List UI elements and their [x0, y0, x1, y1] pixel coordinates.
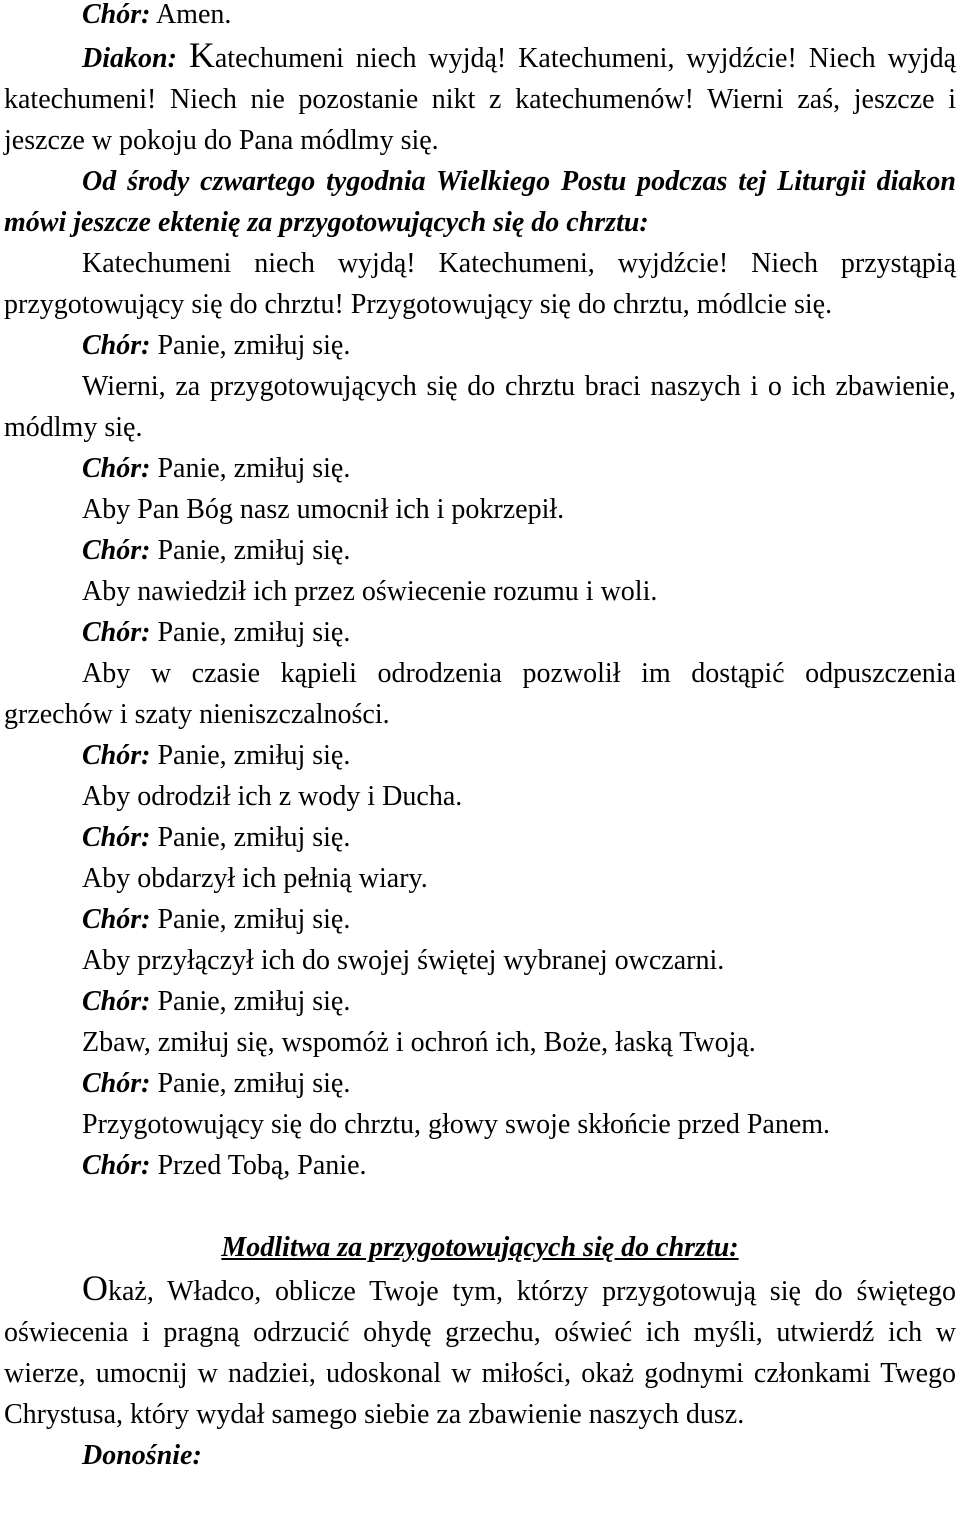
- petition: Zbaw, zmiłuj się, wspomóż i ochroń ich, Boże, łaską Twoją.: [82, 1027, 756, 1058]
- choir-response: [4, 817, 956, 858]
- drop-letter-o: O: [82, 1268, 108, 1308]
- response-text: Panie, zmiłuj się.: [157, 330, 351, 361]
- amen-text: Amen.: [155, 0, 232, 30]
- petition: Aby odrodził ich z wody i Ducha.: [82, 781, 463, 812]
- petition: Aby przyłączył ich do swojej świętej wybranej owczarni.: [82, 945, 725, 976]
- prayer-body: każ, Władco, oblicze Twoje tym, którzy przygotowują się do świętego oświecenia i pragną odrzucić ohydę grzechu, oświeć ich myśli, utwierdź ich w wierze, umocnij w nadziei, udoskonal w miłości, okaż godnymi członkami Twego Chrystusa, który wydał samego siebie za zbawienie naszych dusz.: [4, 1276, 956, 1430]
- response-text: Panie, zmiłuj się.: [157, 453, 351, 484]
- role-chor: Chór:: [82, 740, 151, 771]
- deacon-dismissal-text: atechumeni niech wyjdą! Katechumeni, wyjdźcie! Niech wyjdą katechumeni! Niech nie pozostanie nikt z katechumenów! Wierni zaś, jeszcze i jeszcze w pokoju do Pana módlmy się.: [4, 43, 957, 156]
- choir-amen: [4, 0, 956, 35]
- choir-response: [4, 612, 956, 653]
- petition: Przygotowujący się do chrztu, głowy swoje skłońcie przed Panem.: [82, 1109, 831, 1140]
- petition: Aby nawiedził ich przez oświecenie rozumu i woli.: [82, 576, 658, 607]
- choir-response: [4, 530, 956, 571]
- deacon-dismissal: [4, 35, 956, 161]
- response-text: Panie, zmiłuj się.: [157, 1068, 351, 1099]
- role-chor: Chór:: [82, 535, 151, 566]
- response-text: Panie, zmiłuj się.: [157, 986, 351, 1017]
- document-page: [4, 0, 956, 1476]
- prayer-text: [4, 1268, 956, 1435]
- role-chor: Chór:: [82, 1150, 151, 1181]
- role-chor: Chór:: [82, 0, 151, 30]
- rubric-note: Od środy czwartego tygodnia Wielkiego Postu podczas tej Liturgii diakon mówi jeszcze ektenię za przygotowujących się do chrztu:: [4, 166, 956, 238]
- response-text: Panie, zmiłuj się.: [157, 822, 351, 853]
- role-chor: Chór:: [82, 617, 151, 648]
- role-chor: Chór:: [82, 1068, 151, 1099]
- role-chor: Chór:: [82, 453, 151, 484]
- final-response-text: Przed Tobą, Panie.: [157, 1150, 367, 1181]
- choir-response: [4, 899, 956, 940]
- drop-letter-k: K: [188, 35, 215, 75]
- petition: Aby Pan Bóg nasz umocnił ich i pokrzepił.: [82, 494, 565, 525]
- petition: Aby w czasie kąpieli odrodzenia pozwolił im dostąpić odpuszczenia grzechów i szaty nieniszczalności.: [4, 658, 956, 730]
- prayer-heading: Modlitwa za przygotowujących się do chrztu:: [221, 1232, 739, 1263]
- choir-response: [4, 735, 956, 776]
- role-chor: Chór:: [82, 986, 151, 1017]
- role-chor: Chór:: [82, 904, 151, 935]
- section-spacer: [4, 1186, 956, 1227]
- choir-response: [4, 448, 956, 489]
- petition: Aby obdarzył ich pełnią wiary.: [82, 863, 428, 894]
- response-text: Panie, zmiłuj się.: [157, 535, 351, 566]
- choir-final-response: [4, 1145, 956, 1186]
- choir-response: [4, 1063, 956, 1104]
- role-chor: Chór:: [82, 822, 151, 853]
- role-diakon: Diakon:: [82, 43, 177, 74]
- role-chor: Chór:: [82, 330, 151, 361]
- choir-response: [4, 981, 956, 1022]
- choir-response: [4, 325, 956, 366]
- petition: Wierni, za przygotowujących się do chrztu braci naszych i o ich zbawienie, módlmy się.: [4, 371, 956, 443]
- catechumens-dismissal: Katechumeni niech wyjdą! Katechumeni, wyjdźcie! Niech przystąpią przygotowujący się do chrztu! Przygotowujący się do chrztu, módlcie się.: [4, 248, 956, 320]
- rubric-donosnie: Donośnie:: [82, 1440, 202, 1471]
- response-text: Panie, zmiłuj się.: [157, 740, 351, 771]
- response-text: Panie, zmiłuj się.: [157, 617, 351, 648]
- response-text: Panie, zmiłuj się.: [157, 904, 351, 935]
